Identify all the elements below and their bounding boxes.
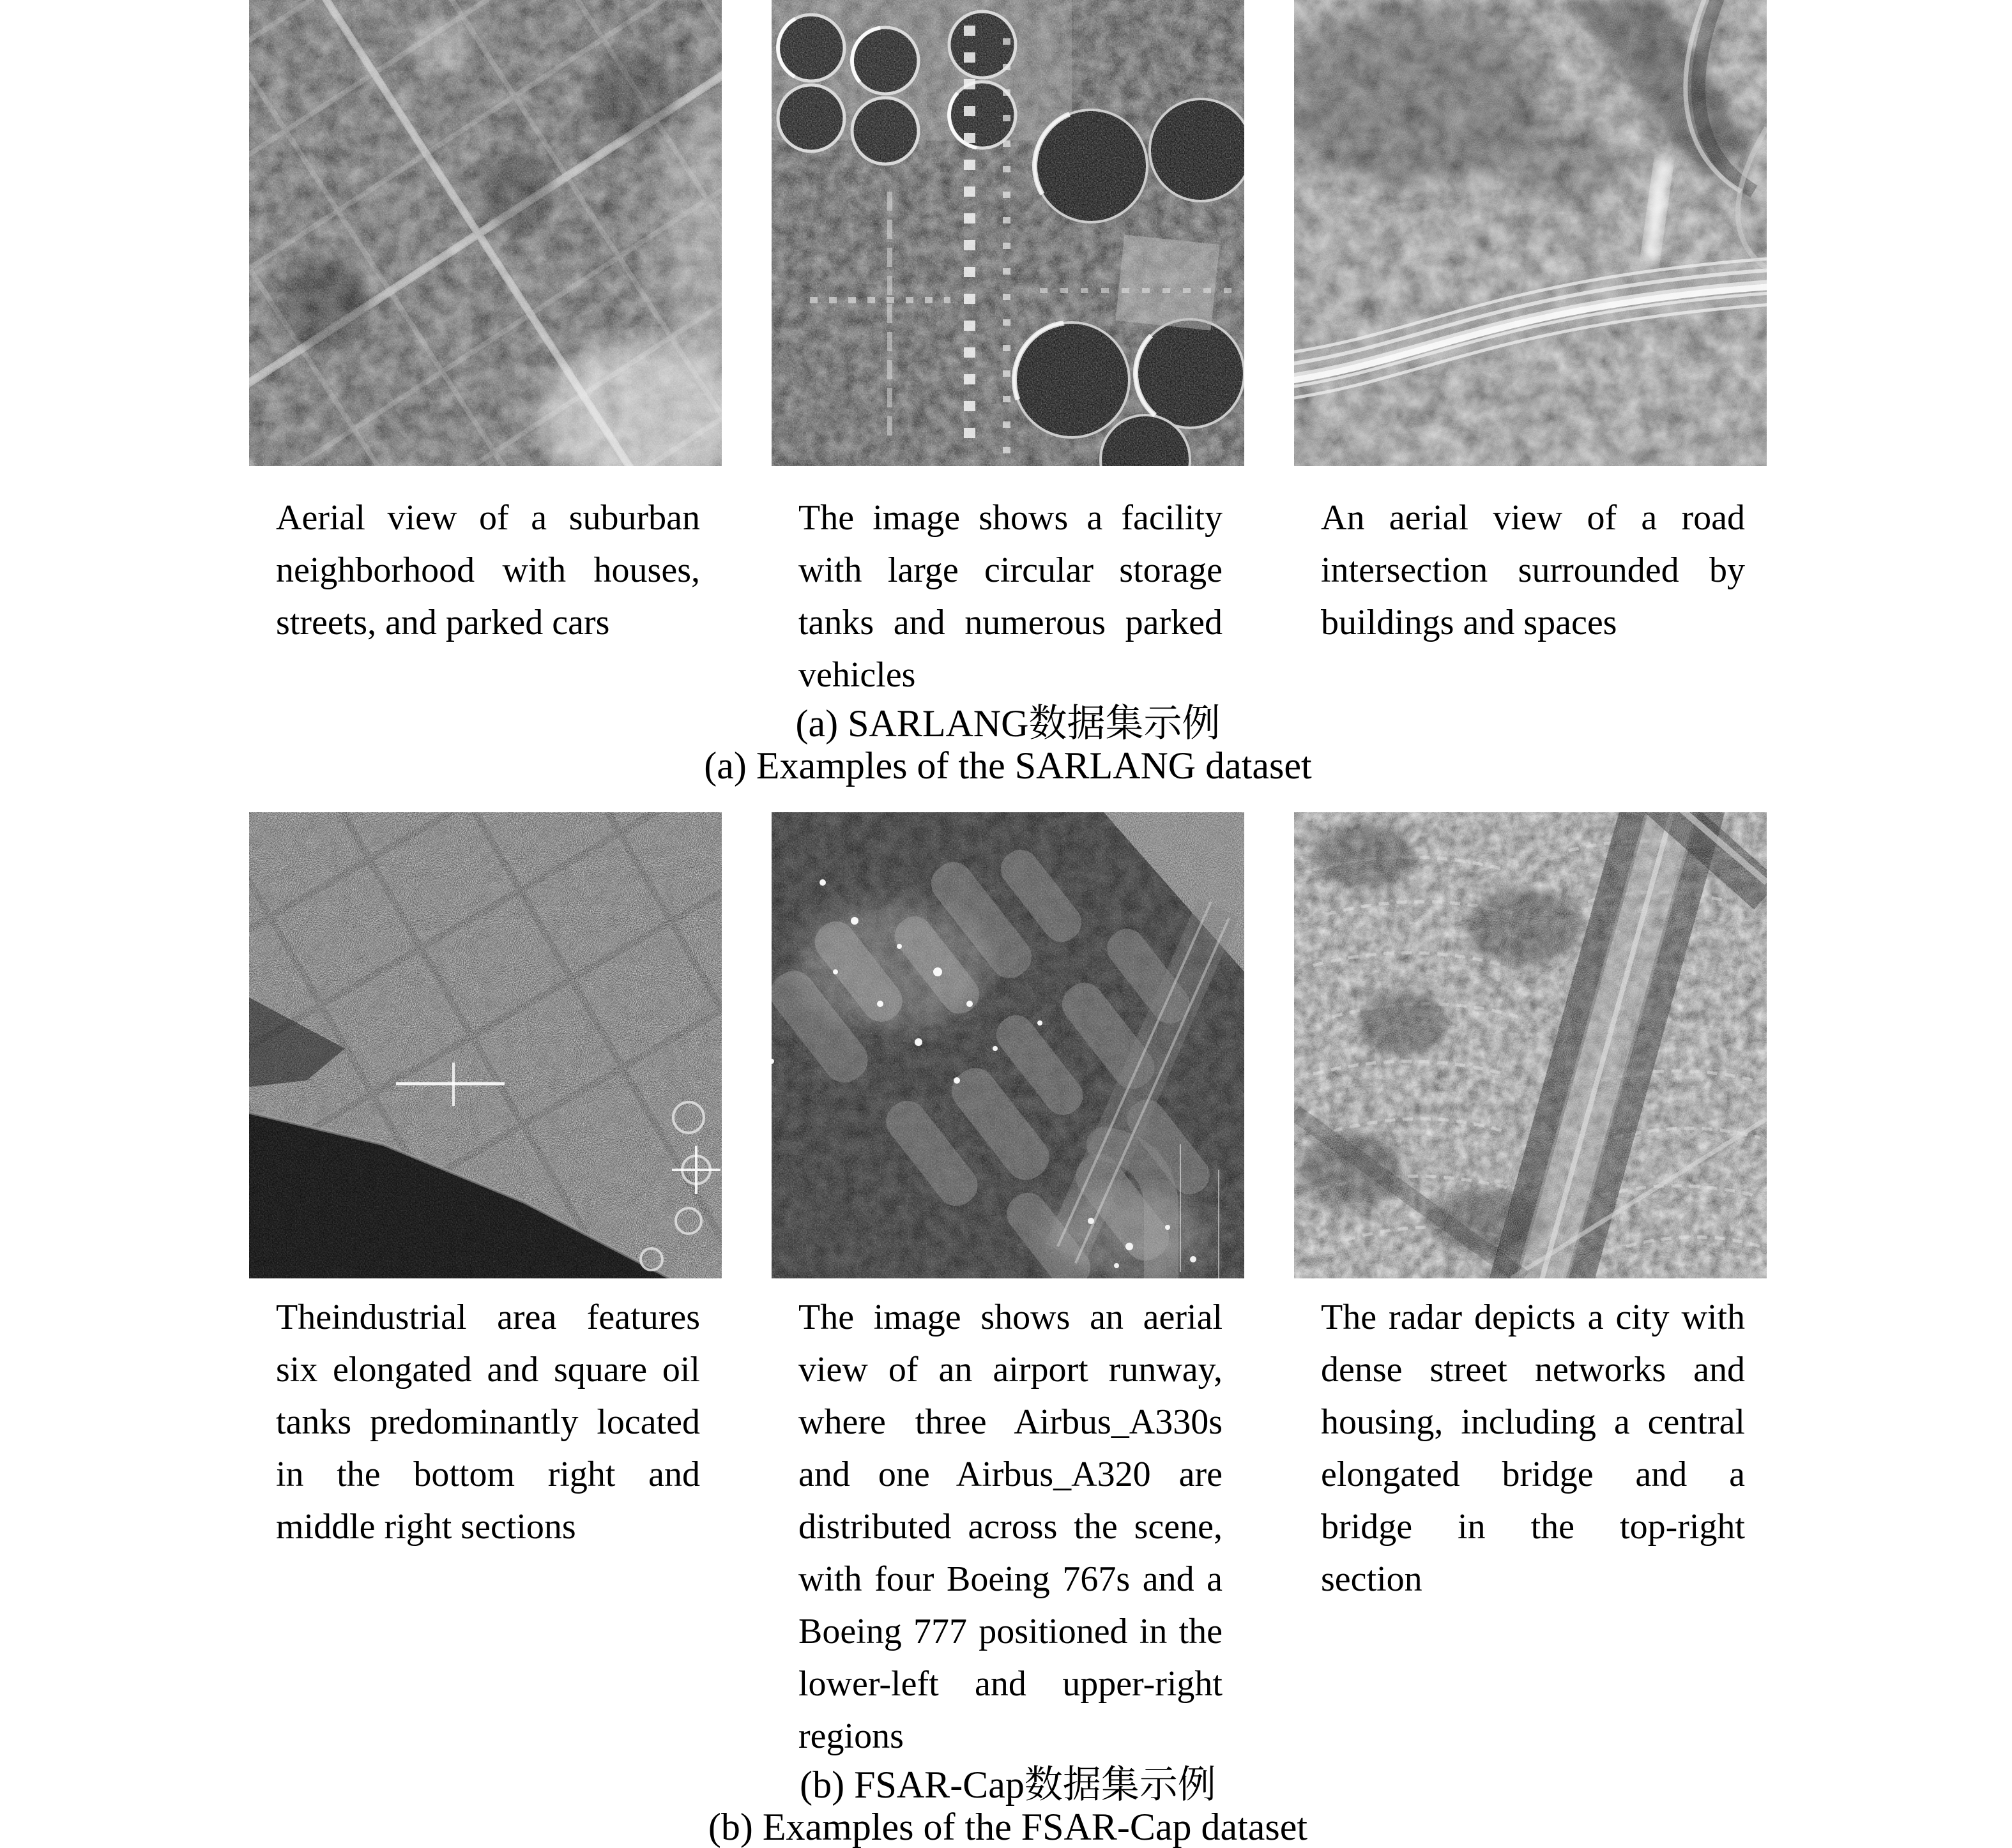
sar-image-road-intersection	[1294, 0, 1767, 466]
section-sarlang	[249, 0, 1767, 787]
panel-caption-road-intersection: An aerial view of a road intersection surrounded by buildings and spaces	[1321, 498, 1745, 642]
subcaption-sarlang	[249, 702, 1767, 787]
subcaption-sarlang-en: (a) Examples of the SARLANG dataset	[704, 745, 1312, 787]
sar-image-industrial-coastline	[249, 812, 722, 1278]
sar-image-storage-tank-facility	[772, 0, 1244, 466]
subcaption-sarlang-zh: (a) SARLANG数据集示例	[795, 702, 1221, 745]
panel-caption-storage-tanks: The image shows a facility with large circular storage tanks and numerous parked vehicles	[798, 498, 1223, 695]
sarlang-panel-grid	[249, 0, 1767, 701]
panel-caption-industrial-coastline: Theindustrial area features six elongated and square oil tanks predominantly located in the bottom right and middle right sections	[276, 1298, 700, 1547]
panel-caption-airport-runway: The image shows an aerial view of an airport runway, where three Airbus_A330s and one Airbus_A320 are distributed across the scene, with four Boeing 767s and a Boeing 777 positioned in the lower-left and upper-right regions	[798, 1298, 1223, 1756]
sar-image-airport-runway	[772, 812, 1244, 1278]
sar-image-city-bridges	[1294, 812, 1767, 1278]
subcaption-fsar-cap-en: (b) Examples of the FSAR-Cap dataset	[708, 1806, 1308, 1848]
panel-caption-city-bridges: The radar depicts a city with dense street networks and housing, including a central elongated bridge and a bridge in the top-right section	[1321, 1298, 1745, 1599]
sar-image-suburban-neighborhood	[249, 0, 722, 466]
subcaption-fsar-cap-zh: (b) FSAR-Cap数据集示例	[800, 1764, 1216, 1806]
subcaption-fsar-cap	[249, 1764, 1767, 1848]
fsar-cap-panel-grid	[249, 812, 1767, 1762]
panel-caption-suburban: Aerial view of a suburban neighborhood with houses, streets, and parked cars	[276, 498, 700, 642]
section-fsar-cap	[249, 812, 1767, 1848]
